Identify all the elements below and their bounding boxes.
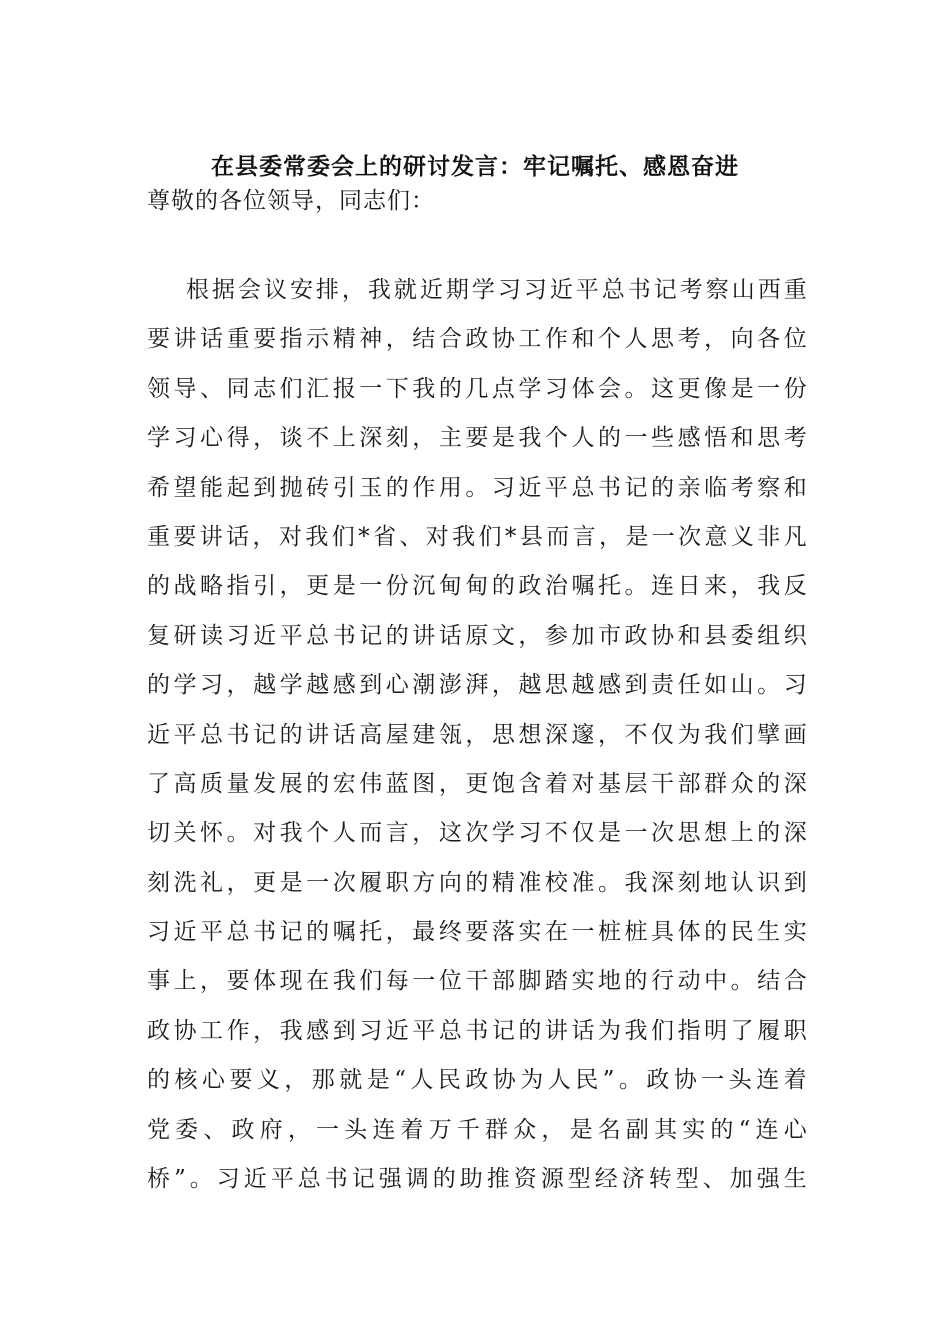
salutation: 尊敬的各位领导，同志们：	[147, 188, 435, 214]
paragraph-line: 领导、同志们汇报一下我的几点学习体会。这更像是一份	[147, 375, 807, 402]
paragraph-line: 的核心要义，那就是“人民政协为人民”。政协一头连着	[147, 1067, 807, 1094]
paragraph-line: 事上，要体现在我们每一位干部脚踏实地的行动中。结合	[147, 968, 807, 995]
paragraph-line: 刻洗礼，更是一次履职方向的精准校准。我深刻地认识到	[147, 869, 807, 896]
paragraph-line: 要讲话重要指示精神，结合政协工作和个人思考，向各位	[147, 326, 807, 353]
document-title: 在县委常委会上的研讨发言：牢记嘱托、感恩奋进	[211, 154, 739, 180]
paragraph-line: 党委、政府，一头连着万千群众，是名副其实的“连心	[147, 1116, 807, 1143]
paragraph-line: 学习心得，谈不上深刻，主要是我个人的一些感悟和思考	[147, 425, 807, 452]
paragraph-line: 近平总书记的讲话高屋建瓴，思想深邃，不仅为我们擘画	[147, 721, 807, 748]
paragraph-line: 切关怀。对我个人而言，这次学习不仅是一次思想上的深	[147, 820, 807, 847]
paragraph-line: 了高质量发展的宏伟蓝图，更饱含着对基层干部群众的深	[147, 770, 807, 797]
paragraph-line: 重要讲话，对我们*省、对我们*县而言，是一次意义非凡	[147, 523, 807, 550]
paragraph-line: 希望能起到抛砖引玉的作用。习近平总书记的亲临考察和	[147, 474, 807, 501]
paragraph-line: 复研读习近平总书记的讲话原文，参加市政协和县委组织	[147, 622, 807, 649]
paragraph-line: 桥”。习近平总书记强调的助推资源型经济转型、加强生	[147, 1166, 807, 1193]
paragraph-line: 习近平总书记的嘱托，最终要落实在一桩桩具体的民生实	[147, 919, 807, 946]
paragraph-line: 的战略指引，更是一份沉甸甸的政治嘱托。连日来，我反	[147, 573, 807, 600]
paragraph-line: 政协工作，我感到习近平总书记的讲话为我们指明了履职	[147, 1017, 807, 1044]
paragraph-line: 的学习，越学越感到心潮澎湃，越思越感到责任如山。习	[147, 672, 807, 699]
body-paragraph	[147, 272, 807, 1210]
paragraph-line: 根据会议安排，我就近期学习习近平总书记考察山西重	[186, 277, 807, 303]
